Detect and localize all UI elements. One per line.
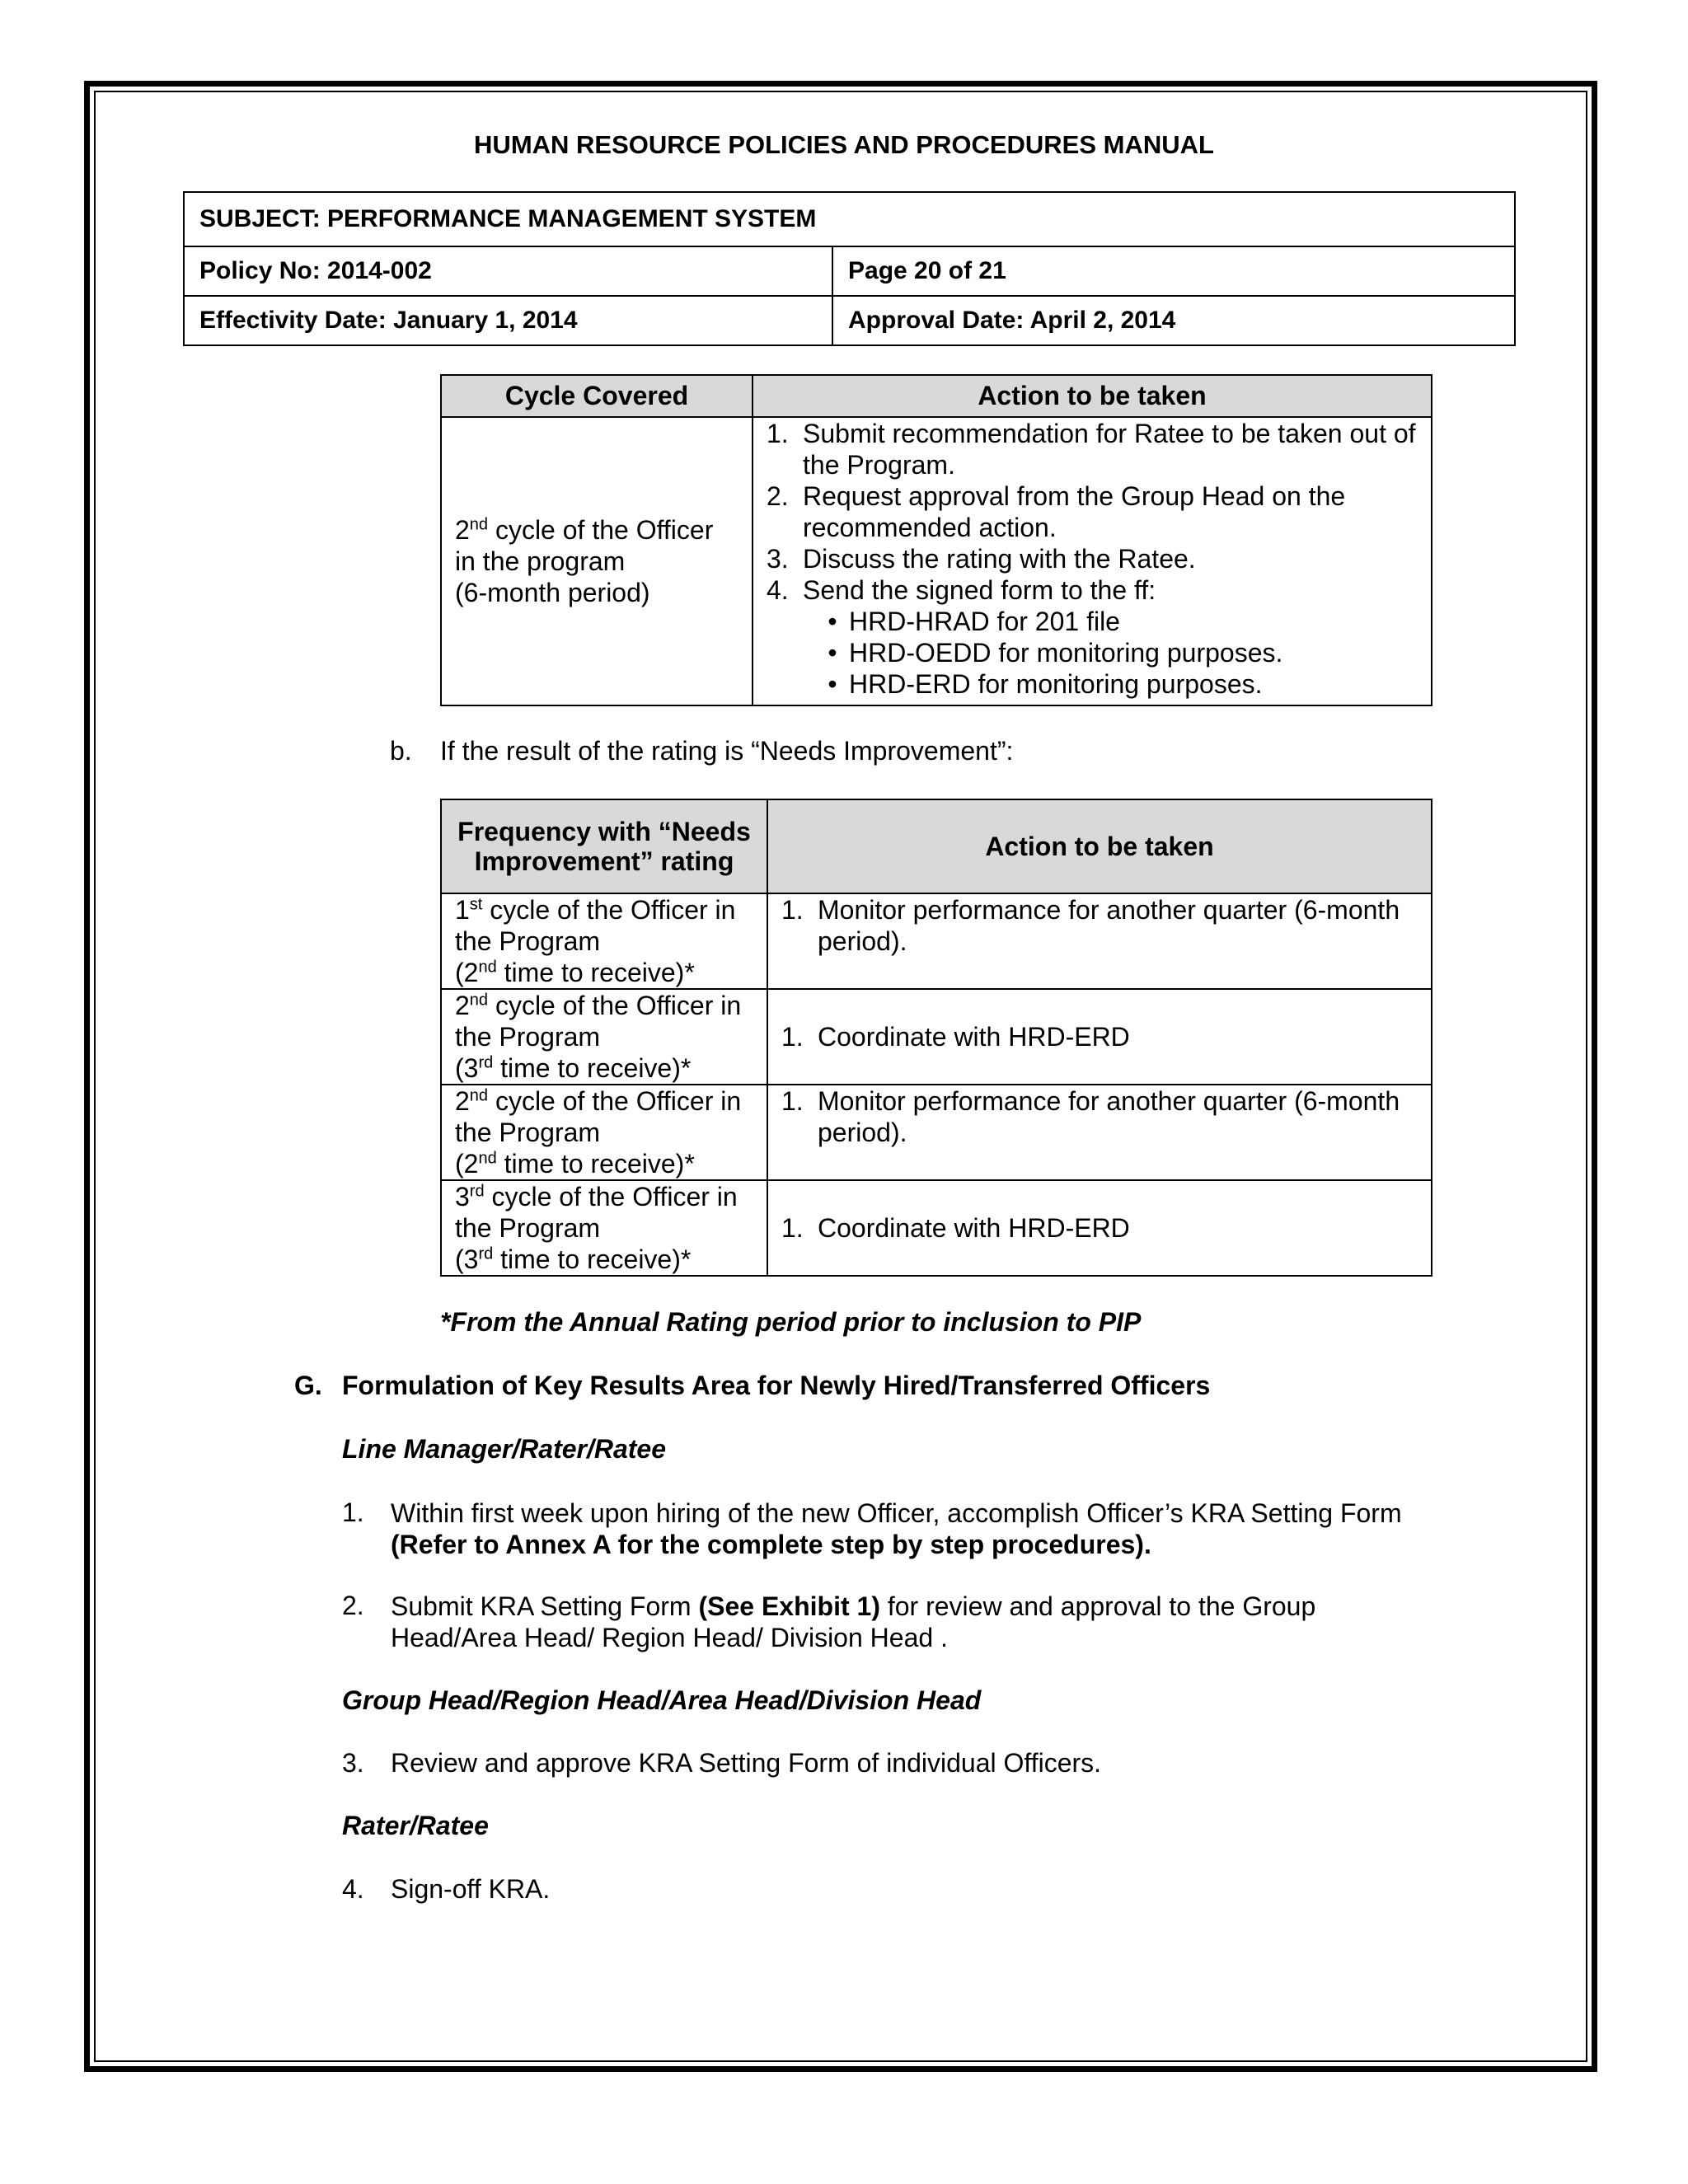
effectivity-date-cell: Effectivity Date: January 1, 2014 (184, 296, 832, 345)
step-1-text: Within first week upon hiring of the new Officer, accomplish Officer’s KRA Setting Form (Refer to Annex A for the complete step by step procedures). (391, 1498, 1402, 1559)
table-row (441, 1180, 1432, 1276)
frequency-cell: 1st cycle of the Officer in the Program (2nd time to receive)* (441, 893, 767, 989)
recipient-list (753, 606, 1423, 700)
column-header-cycle: Cycle Covered (441, 375, 753, 417)
subject-cell: SUBJECT: PERFORMANCE MANAGEMENT SYSTEM (184, 192, 1515, 246)
policy-no-cell: Policy No: 2014-002 (184, 246, 832, 296)
role-heading-group-head: Group Head/Region Head/Area Head/Division Head (342, 1685, 982, 1715)
list-item: • HRD-ERD for monitoring purposes. (828, 669, 1263, 699)
policy-header-table (183, 191, 1516, 346)
step-2-number: 2. (342, 1591, 364, 1620)
table-row (441, 989, 1432, 1085)
section-g-label: G. (294, 1371, 322, 1400)
column-header-action: Action to be taken (767, 799, 1432, 893)
item-b-text: If the result of the rating is “Needs Improvement”: (440, 736, 1014, 766)
frequency-cell: 2nd cycle of the Officer in the Program (2nd time to receive)* (441, 1085, 767, 1180)
list-item: 2. Request approval from the Group Head on the recommended action. (767, 481, 1346, 542)
column-header-action: Action to be taken (753, 375, 1432, 417)
list-item: 4. Send the signed form to the ff: (767, 575, 1156, 605)
step-4-text: Sign-off KRA. (391, 1874, 551, 1904)
list-item: • HRD-OEDD for monitoring purposes. (828, 638, 1283, 668)
action-cell (767, 893, 1432, 989)
column-header-frequency: Frequency with “Needs Improvement” rating (441, 799, 767, 893)
role-heading-rater-ratee: Rater/Ratee (342, 1811, 489, 1840)
step-1-number: 1. (342, 1497, 364, 1527)
needs-improvement-table (440, 799, 1432, 1277)
list-item: • HRD-HRAD for 201 file (828, 607, 1120, 636)
section-g-title: Formulation of Key Results Area for Newly Hired/Transferred Officers (342, 1371, 1211, 1400)
list-item: 1. Submit recommendation for Ratee to be taken out of the Program. (767, 419, 1416, 480)
manual-title: HUMAN RESOURCE POLICIES AND PROCEDURES MANUAL (474, 130, 1214, 159)
frequency-cell: 3rd cycle of the Officer in the Program (3rd time to receive)* (441, 1180, 767, 1276)
list-item: 1. Monitor performance for another quarter (6-month period). (781, 1086, 1400, 1147)
cycle-cell: 2nd cycle of the Officer in the program (6-month period) (441, 417, 753, 705)
step-4-number: 4. (342, 1874, 364, 1904)
step-3-number: 3. (342, 1748, 364, 1778)
list-item: 1. Coordinate with HRD-ERD (781, 1213, 1130, 1243)
action-cell (767, 1085, 1432, 1180)
action-cell (753, 417, 1432, 705)
table-row (441, 893, 1432, 989)
action-list (753, 418, 1423, 606)
frequency-cell: 2nd cycle of the Officer in the Program (3rd time to receive)* (441, 989, 767, 1085)
list-item: 1. Coordinate with HRD-ERD (781, 1022, 1130, 1052)
list-item: 3. Discuss the rating with the Ratee. (767, 544, 1196, 574)
item-b-label: b. (390, 736, 412, 766)
list-item: 1. Monitor performance for another quarter (6-month period). (781, 895, 1400, 956)
action-cell (767, 989, 1432, 1085)
page-number-cell: Page 20 of 21 (832, 246, 1515, 296)
step-3-text: Review and approve KRA Setting Form of individual Officers. (391, 1748, 1102, 1778)
action-cell (767, 1180, 1432, 1276)
approval-date-cell: Approval Date: April 2, 2014 (832, 296, 1515, 345)
footnote: *From the Annual Rating period prior to inclusion to PIP (440, 1307, 1142, 1337)
cycle-action-table (440, 374, 1432, 706)
table-row (441, 1085, 1432, 1180)
step-2-text: Submit KRA Setting Form (See Exhibit 1) for review and approval to the Group Head/Area Head/ Region Head/ Division Head . (391, 1591, 1316, 1652)
role-heading-line-manager: Line Manager/Rater/Ratee (342, 1434, 667, 1464)
